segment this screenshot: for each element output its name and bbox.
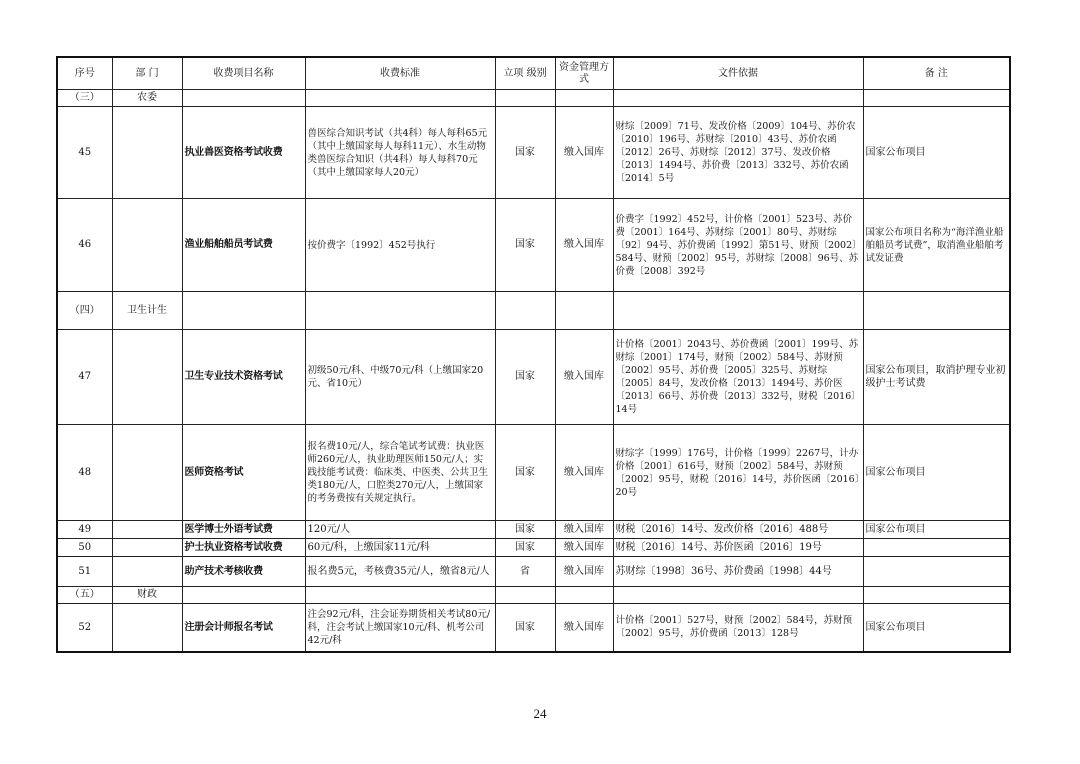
note	[863, 557, 1010, 587]
row-no: 49	[57, 521, 112, 539]
file-basis: 计价格〔2001〕527号，财预〔2002〕584号，苏财预〔2002〕95号，苏价费函〔2013〕128号	[613, 604, 863, 652]
fee-item-name: 护士执业资格考试收费	[182, 539, 305, 557]
fee-standard: 兽医综合知识考试（共4科）每人每科65元（其中上缴国家每人每科11元）、水生动物类兽医综合知识（共4科）每人每科70元（其中上缴国家每人20元）	[305, 107, 495, 199]
fee-standard: 报名费10元/人，综合笔试考试费：执业医师260元/人，执业助理医师150元/人；实践技能考试费：临床类、中医类、公共卫生类180元/人，口腔类270元/人，上缴国家的考务费按有关规定执行。	[305, 425, 495, 521]
level: 国家	[495, 107, 555, 199]
section-no: （三）	[57, 90, 112, 107]
note: 国家公布项目	[863, 521, 1010, 539]
row-no: 48	[57, 425, 112, 521]
row-no: 45	[57, 107, 112, 199]
row-no: 52	[57, 604, 112, 652]
note: 国家公布项目	[863, 604, 1010, 652]
level: 国家	[495, 539, 555, 557]
fee-item-name: 医师资格考试	[182, 425, 305, 521]
header-no: 序号	[57, 57, 112, 90]
fund-method: 缴入国库	[555, 425, 613, 521]
header-dept: 部 门	[112, 57, 182, 90]
fund-method: 缴入国库	[555, 330, 613, 425]
fee-item-name: 渔业船舶船员考试费	[182, 199, 305, 292]
level: 国家	[495, 604, 555, 652]
file-basis: 财税〔2016〕14号、发改价格〔2016〕488号	[613, 521, 863, 539]
header-note: 备 注	[863, 57, 1010, 90]
note: 国家公布项目，取消护理专业初级护士考试费	[863, 330, 1010, 425]
table-row	[57, 521, 1010, 539]
fee-standard: 60元/科，上缴国家11元/科	[305, 539, 495, 557]
fee-item-name: 医学博士外语考试费	[182, 521, 305, 539]
row-no: 46	[57, 199, 112, 292]
row-no: 47	[57, 330, 112, 425]
fee-item-name: 注册会计师报名考试	[182, 604, 305, 652]
section-row-3	[57, 90, 1010, 107]
fee-item-name: 卫生专业技术资格考试	[182, 330, 305, 425]
fee-standard: 初级50元/科、中级70元/科（上缴国家20元、省10元）	[305, 330, 495, 425]
table-row	[57, 425, 1010, 521]
file-basis: 计价格〔2001〕2043号、苏价费函〔2001〕199号、苏财综〔2001〕174号，财预〔2002〕584号、苏财预〔2002〕95号、苏价费〔2005〕325号、苏财综〔2005〕84号，发改价格〔2013〕1494号、苏价医〔2013〕66号、苏价费〔2013〕332号，财税〔2016〕14号	[613, 330, 863, 425]
level: 国家	[495, 425, 555, 521]
level: 国家	[495, 330, 555, 425]
fund-method: 缴入国库	[555, 557, 613, 587]
table-row	[57, 557, 1010, 587]
file-basis: 财税〔2016〕14号、苏价医函〔2016〕19号	[613, 539, 863, 557]
file-basis: 价费字〔1992〕452号，计价格〔2001〕523号、苏价费〔2001〕164号、苏财综〔2001〕80号、苏财综〔92〕94号、苏价费函〔1992〕第51号、财预〔2002〕584号、财预〔2002〕95号，苏财综〔2008〕96号、苏价费〔2008〕392号	[613, 199, 863, 292]
fund-method: 缴入国库	[555, 521, 613, 539]
table-row	[57, 107, 1010, 199]
header-row	[57, 57, 1010, 90]
section-dept: 农委	[112, 90, 182, 107]
header-fund: 资金管理方式	[555, 57, 613, 90]
row-no: 50	[57, 539, 112, 557]
header-basis: 文件依据	[613, 57, 863, 90]
table-row	[57, 604, 1010, 652]
table-row	[57, 330, 1010, 425]
table-row	[57, 199, 1010, 292]
fee-standard: 120元/人	[305, 521, 495, 539]
fee-standard: 按价费字〔1992〕452号执行	[305, 199, 495, 292]
fee-standard: 报名费5元，考核费35元/人，缴省8元/人	[305, 557, 495, 587]
header-standard: 收费标准	[305, 57, 495, 90]
section-row-4	[57, 292, 1010, 330]
section-no: （五）	[57, 587, 112, 604]
note: 国家公布项目	[863, 425, 1010, 521]
note: 国家公布项目	[863, 107, 1010, 199]
level: 国家	[495, 521, 555, 539]
fee-item-name: 执业兽医资格考试收费	[182, 107, 305, 199]
file-basis: 苏财综〔1998〕36号、苏价费函〔1998〕44号	[613, 557, 863, 587]
note: 国家公布项目名称为“海洋渔业船舶船员考试费”，取消渔业船舶考试发证费	[863, 199, 1010, 292]
note	[863, 539, 1010, 557]
file-basis: 财综〔2009〕71号、发改价格〔2009〕104号、苏价农〔2010〕196号、苏财综〔2010〕43号、苏价农函〔2012〕26号、苏财综〔2012〕37号、发改价格〔2013〕1494号、苏价费〔2013〕332号、苏价农函〔2014〕5号	[613, 107, 863, 199]
section-no: （四）	[57, 292, 112, 330]
row-no: 51	[57, 557, 112, 587]
fee-standard: 注会92元/科，注会证券期货相关考试80元/科，注会考试上缴国家10元/科、机考公司42元/科	[305, 604, 495, 652]
level: 国家	[495, 199, 555, 292]
section-row-5	[57, 587, 1010, 604]
fee-table	[56, 56, 1011, 653]
fund-method: 缴入国库	[555, 107, 613, 199]
file-basis: 财综字〔1999〕176号，计价格〔1999〕2267号，计办价格〔2001〕616号，财预〔2002〕584号，苏财预〔2002〕95号，财税〔2016〕14号，苏价医函〔2016〕20号	[613, 425, 863, 521]
fund-method: 缴入国库	[555, 604, 613, 652]
section-dept: 卫生计生	[112, 292, 182, 330]
level: 省	[495, 557, 555, 587]
header-item: 收费项目名称	[182, 57, 305, 90]
page-number: 24	[533, 706, 547, 721]
table-row	[57, 539, 1010, 557]
fee-item-name: 助产技术考核收费	[182, 557, 305, 587]
section-dept: 财政	[112, 587, 182, 604]
fund-method: 缴入国库	[555, 199, 613, 292]
fund-method: 缴入国库	[555, 539, 613, 557]
header-level: 立项 级别	[495, 57, 555, 90]
